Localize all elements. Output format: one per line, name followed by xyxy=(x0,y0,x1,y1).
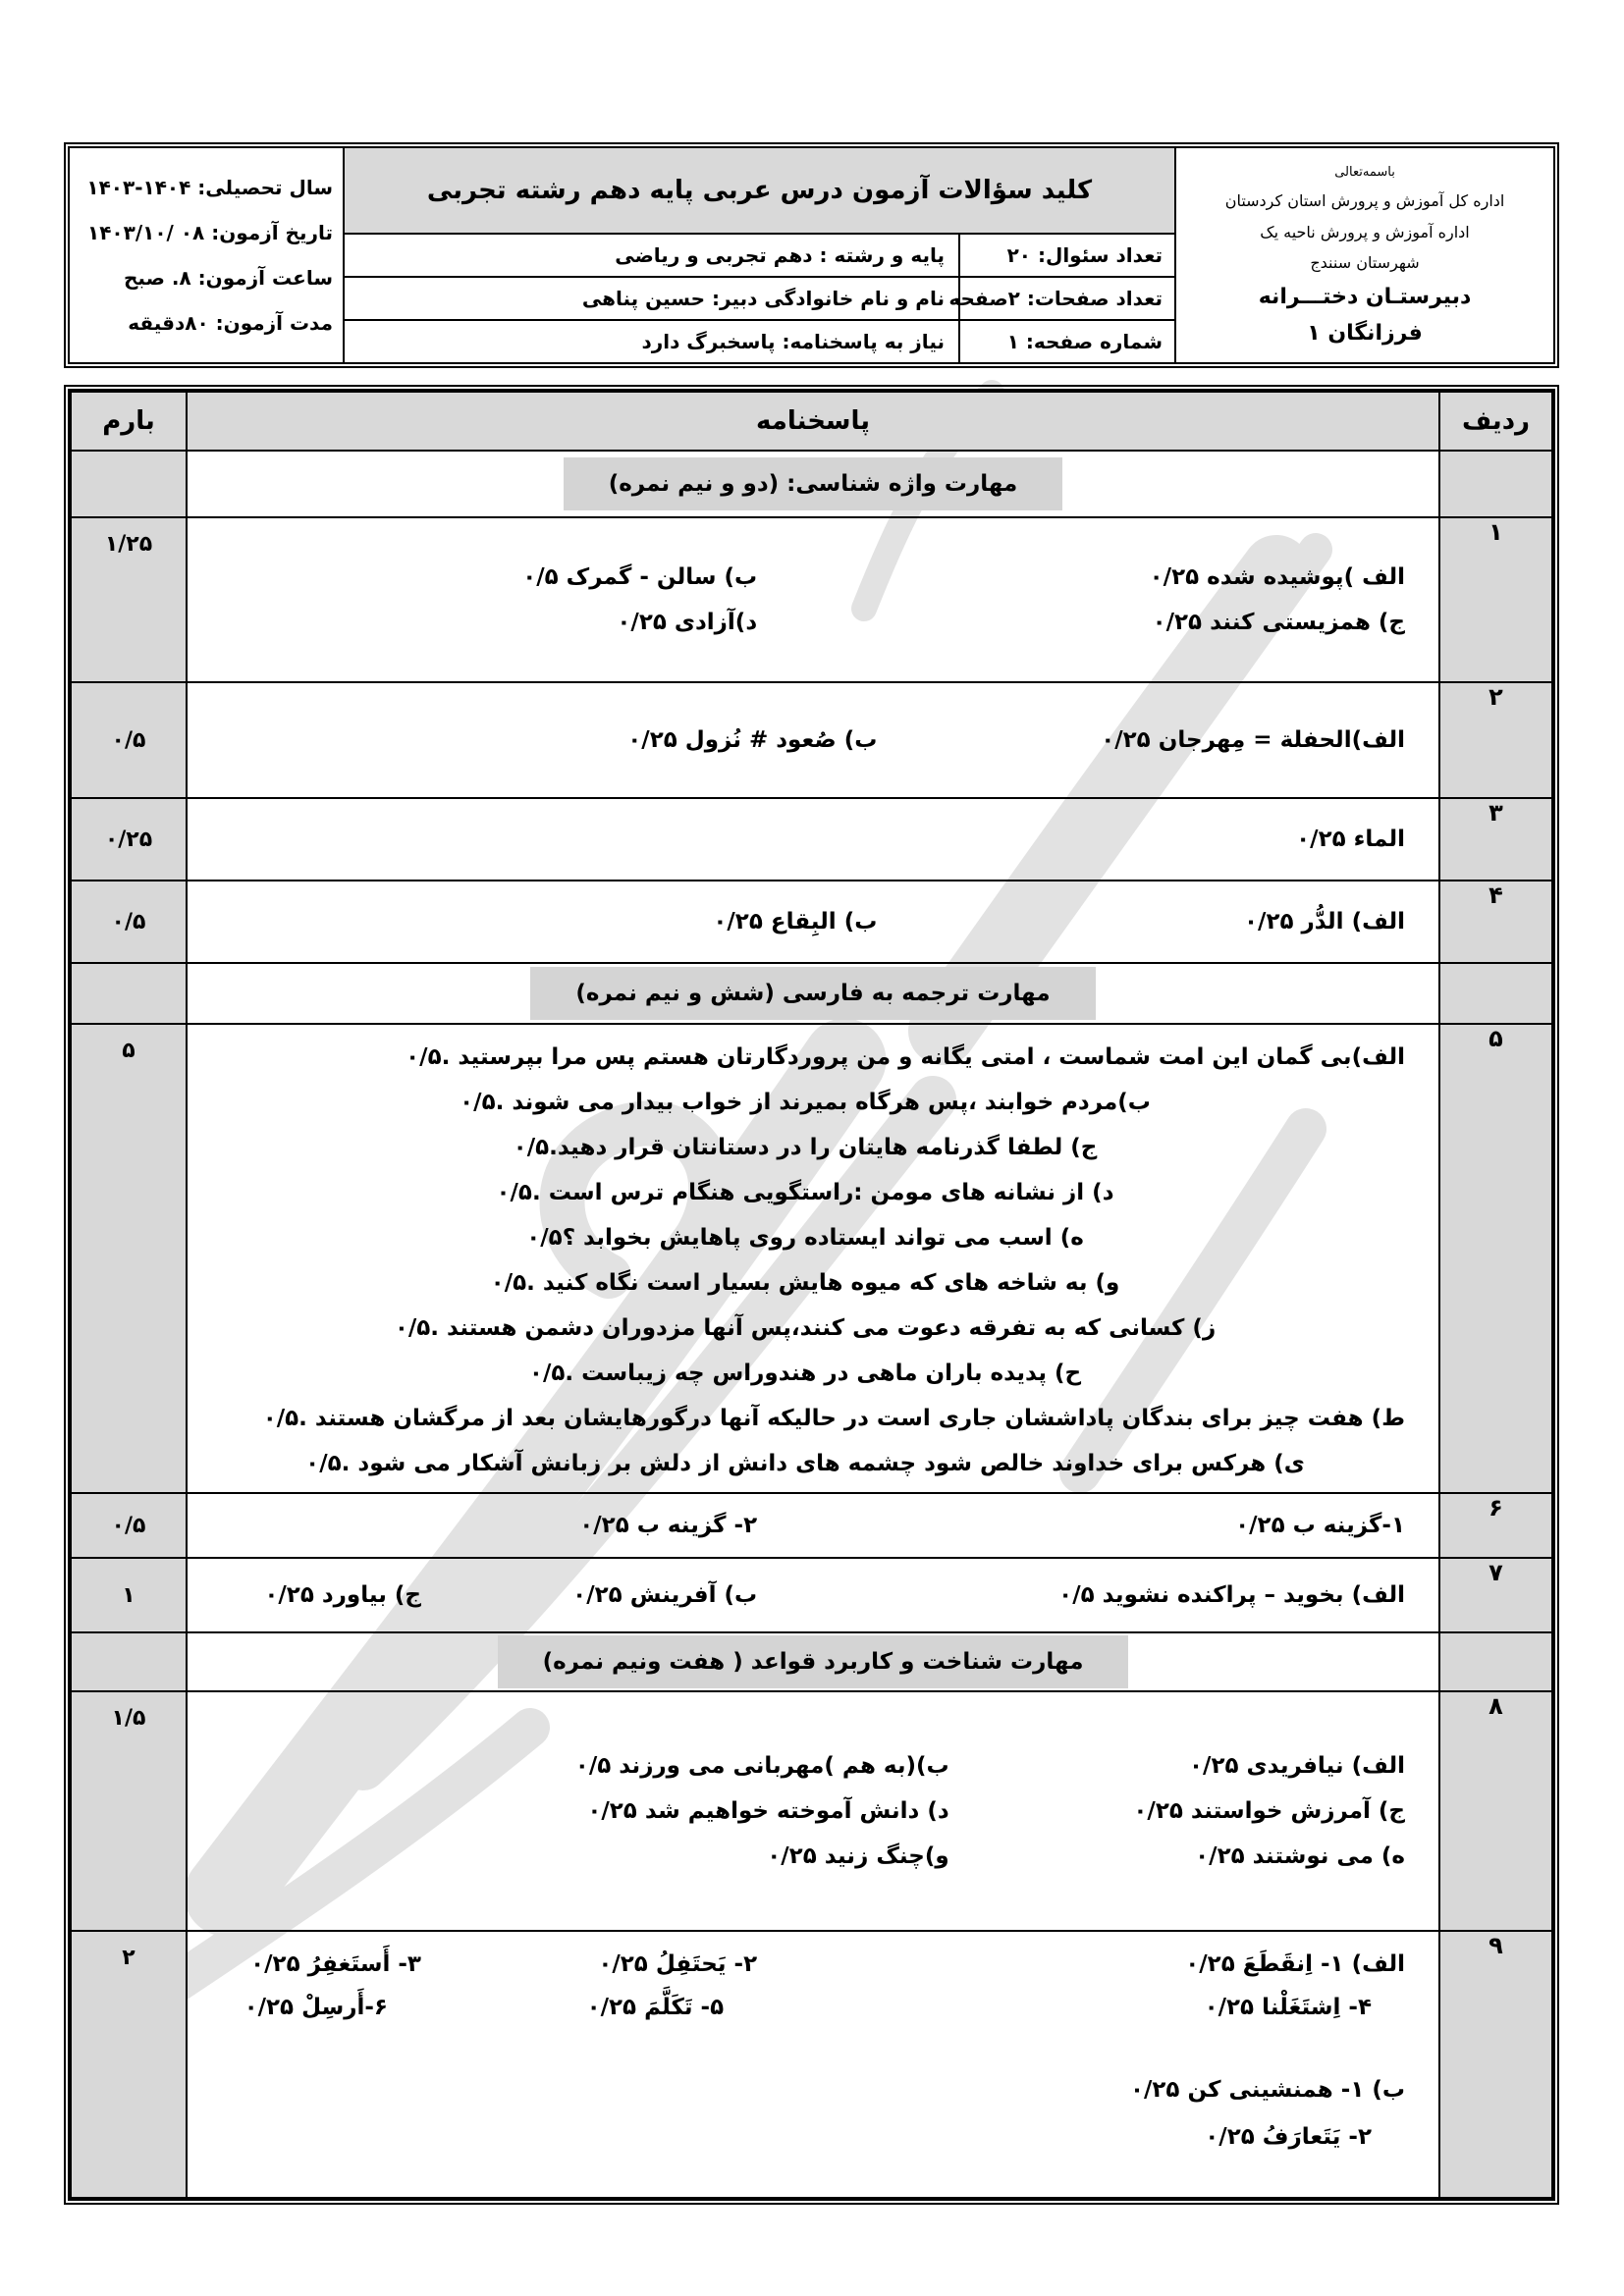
answer-item: الف) الدُّر ۰/۲۵ xyxy=(1244,909,1405,934)
answer-table-frame xyxy=(64,385,1559,2205)
row-number: ۵ xyxy=(1439,1024,1552,1493)
answer-item: ج) آمرزش خواستند ۰/۲۵ xyxy=(1133,1798,1405,1824)
academic-year: سال تحصیلی: ۱۴۰۴-۱۴۰۳ xyxy=(86,176,333,199)
row-score: ۰/۲۵ xyxy=(71,798,187,881)
answer-row-2 xyxy=(71,682,1552,798)
row-score: ۰/۵ xyxy=(71,1493,187,1558)
answer-item: الماء ۰/۲۵ xyxy=(1296,827,1405,852)
answer-item: ۵- تَكَلَّمَ ۰/۲۵ xyxy=(586,1995,725,2020)
row-score: ۵ xyxy=(71,1024,187,1493)
page-number: شماره صفحه: ۱ xyxy=(958,321,1174,362)
translation-line: و) به شاخه های که میوه هایش بسیار است نگاه کنید .۰/۵ xyxy=(490,1270,1120,1296)
department-line-1: اداره کل آموزش و پرورش استان کردستان xyxy=(1224,191,1505,211)
row-score: ۲ xyxy=(71,1931,187,2198)
answer-item: و)چنگ زنید ۰/۲۵ xyxy=(767,1843,949,1869)
translation-line: ی) هرکس برای خداوند خالص شود چشمه های دانش از دلش بر زبانش آشکار می شود .۰/۵ xyxy=(305,1451,1305,1476)
department-line-2: اداره آموزش و پرورش ناحیه یک xyxy=(1260,222,1470,241)
city-line: شهرستان سنندج xyxy=(1310,253,1420,273)
section-title-vocabulary: مهارت واژه شناسی: (دو و نیم نمره) xyxy=(564,457,1063,510)
school-block xyxy=(1174,148,1553,362)
row-number: ۹ xyxy=(1439,1931,1552,2198)
answer-row-6 xyxy=(71,1493,1552,1558)
teacher-name: نام و نام خانوادگی دبیر: حسین پناهی xyxy=(581,287,945,310)
answer-item: ۲- یَتَعارَفُ ۰/۲۵ xyxy=(1205,2124,1372,2150)
section-row-grammar xyxy=(71,1632,1552,1691)
answer-item: ه) می نوشتند ۰/۲۵ xyxy=(1195,1843,1405,1869)
translation-line: ط) هفت چیز برای بندگان پاداششان جاری است در حالیکه آنها درگورهایشان بعد از مرگشان هستند .۰/۵ xyxy=(262,1406,1405,1431)
section-title-translation: مهارت ترجمه به فارسی (شش و نیم نمره) xyxy=(530,967,1095,1020)
row-score: ۰/۵ xyxy=(71,881,187,963)
question-count: تعداد سئوال: ۲۰ xyxy=(958,235,1174,276)
translation-line: ج) لطفا گذرنامه هایتان را در دستانتان قرار دهید.۰/۵ xyxy=(513,1135,1098,1160)
exam-title: کلید سؤالات آزمون درس عربی پایه دهم رشته تجربی xyxy=(345,148,1174,235)
row-number: ۶ xyxy=(1439,1493,1552,1558)
school-type: دبیرستـان دختـــرانه xyxy=(1258,284,1472,309)
row-score: ۱ xyxy=(71,1558,187,1632)
answer-item: ب) ۱- همنشینی کن ۰/۲۵ xyxy=(1129,2077,1405,2103)
row-number: ۲ xyxy=(1439,682,1552,798)
exam-time: ساعت آزمون: ۸. صبح xyxy=(124,266,333,290)
answer-item: ب)(به هم )مهربانی می ورزند ۰/۵ xyxy=(574,1753,949,1779)
info-row-2 xyxy=(345,278,1174,321)
answer-row-8 xyxy=(71,1691,1552,1931)
grade-field: پایه و رشته : دهم تجربی و ریاضی xyxy=(615,243,945,267)
page-count: تعداد صفحات: ۲صفحه xyxy=(958,278,1174,319)
school-name: فرزانگان ۱ xyxy=(1307,321,1423,347)
section-row-translation xyxy=(71,963,1552,1024)
col-header-row-number: ردیف xyxy=(1439,392,1552,451)
row-number: ۱ xyxy=(1439,517,1552,682)
answer-item: ب) آفرینش ۰/۲۵ xyxy=(572,1582,758,1608)
answer-item: ۳- أَستَغفِرُ ۰/۲۵ xyxy=(250,1951,421,1977)
translation-line: ه) اسب می تواند ایستاده روی پاهایش بخوابد ؟۰/۵ xyxy=(526,1225,1084,1251)
header-middle xyxy=(345,148,1174,362)
translation-line: ح) پدیده باران ماهی در هندوراس چه زیباست .۰/۵ xyxy=(528,1361,1082,1386)
answer-item: ب) البِقاع ۰/۲۵ xyxy=(713,909,878,934)
answer-row-1 xyxy=(71,517,1552,682)
section-title-grammar: مهارت شناخت و کاربرد قواعد ( هفت ونیم نمره) xyxy=(498,1635,1129,1688)
answer-item: ج) همزیستی کنند ۰/۲۵ xyxy=(1152,610,1405,635)
row-score: ۱/۲۵ xyxy=(71,517,187,682)
row-number: ۳ xyxy=(1439,798,1552,881)
answer-item: الف) بخوید – پراکنده نشوید ۰/۵ xyxy=(1058,1582,1405,1608)
answer-item: ۲- گزینه ب ۰/۲۵ xyxy=(579,1513,758,1538)
answer-table xyxy=(70,391,1553,2199)
answer-row-3 xyxy=(71,798,1552,881)
answer-item: د)آزادی ۰/۲۵ xyxy=(617,610,758,635)
row-number: ۷ xyxy=(1439,1558,1552,1632)
answer-item: ب) صُعود # نُزول ۰/۲۵ xyxy=(627,727,878,753)
exam-date: تاریخ آزمون: ۰۸ /۱۴۰۳/۱۰ xyxy=(87,221,333,244)
answer-sheet-note: نیاز به پاسخنامه: پاسخبرگ دارد xyxy=(641,330,945,353)
exam-meta xyxy=(70,148,345,362)
section-row-vocabulary xyxy=(71,451,1552,517)
answer-item: الف) نیافریدی ۰/۲۵ xyxy=(1189,1753,1405,1779)
translation-line: ب)مردم خوابند ،پس هرگاه بمیرند از خواب بیدار می شوند .۰/۵ xyxy=(460,1090,1151,1115)
answer-item: ب) سالن - گمرک ۰/۵ xyxy=(522,564,758,590)
row-number: ۸ xyxy=(1439,1691,1552,1931)
answer-item: ۴- اِشتَغَلْنا ۰/۲۵ xyxy=(1204,1995,1372,2020)
col-header-score: بارم xyxy=(71,392,187,451)
answer-row-5 xyxy=(71,1024,1552,1493)
answer-row-9 xyxy=(71,1931,1552,2198)
row-score: ۰/۵ xyxy=(71,682,187,798)
exam-duration: مدت آزمون: ۸۰دقیقه xyxy=(128,311,333,335)
bismillah-text: باسمه‌تعالی xyxy=(1334,164,1395,180)
answer-row-4 xyxy=(71,881,1552,963)
table-header-row xyxy=(71,392,1552,451)
row-score: ۱/۵ xyxy=(71,1691,187,1931)
answer-item: د) دانش آموخته خواهیم شد ۰/۲۵ xyxy=(587,1798,949,1824)
translation-line: الف)بی گمان این امت شماست ، امتی یگانه و من پروردگارتان هستم پس مرا بپرستید .۰/۵ xyxy=(406,1044,1405,1070)
translation-line: د) از نشانه های مومن :راستگویی هنگام ترس است .۰/۵ xyxy=(496,1180,1114,1205)
answer-item: ۲- یَحتَفِلُ ۰/۲۵ xyxy=(598,1951,758,1977)
translation-line: ز) کسانی که به تفرقه دعوت می کنند،پس آنها مزدوران دشمن هستند .۰/۵ xyxy=(394,1315,1217,1341)
answer-item: ۶-أَرسِلْ ۰/۲۵ xyxy=(244,1995,388,2020)
col-header-answers: پاسخنامه xyxy=(187,392,1439,451)
answer-item: ج) بیاورد ۰/۲۵ xyxy=(264,1582,421,1608)
answer-item: ۱-گزینه ب ۰/۲۵ xyxy=(1235,1513,1405,1538)
info-row-1 xyxy=(345,235,1174,278)
exam-header xyxy=(64,142,1559,368)
answer-item: الف) ۱- اِنقَطَعَ ۰/۲۵ xyxy=(1185,1951,1405,1977)
answer-row-7 xyxy=(71,1558,1552,1632)
answer-item: الف )پوشیده شده ۰/۲۵ xyxy=(1149,564,1405,590)
info-row-3 xyxy=(345,321,1174,362)
row-number: ۴ xyxy=(1439,881,1552,963)
answer-item: الف)الحفلة = مِهرجان ۰/۲۵ xyxy=(1101,727,1405,753)
